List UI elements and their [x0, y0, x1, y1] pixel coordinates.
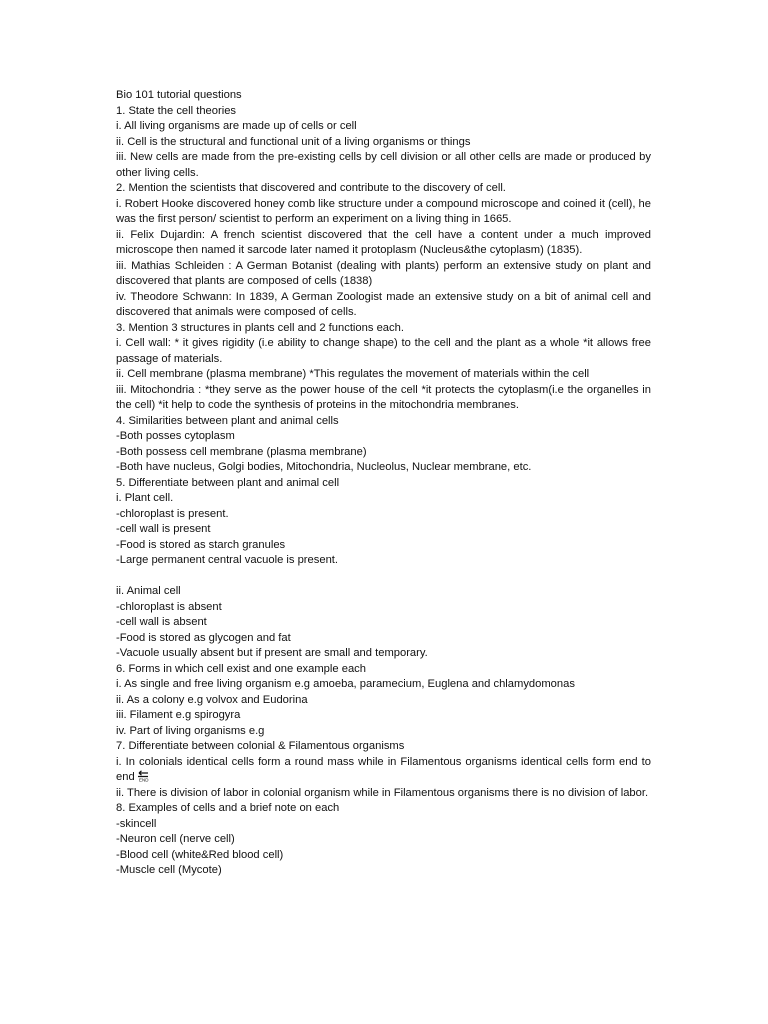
question-8-item: -Blood cell (white&Red blood cell): [116, 848, 284, 861]
question-6-item: iv. Part of living organisms e.g: [116, 724, 265, 737]
question-8-item: -Muscle cell (Mycote): [116, 864, 222, 876]
question-6-item: iii. Filament e.g spirogyra: [116, 709, 241, 721]
plant-cell-item: -Large permanent central vacuole is present.: [116, 554, 339, 566]
question-8-item: -skincell: [116, 817, 157, 830]
question-1-heading: 1. State the cell theories: [116, 104, 237, 117]
question-7-item: ii. There is division of labor in colonial organism while in Filamentous organisms there is no division of labor.: [116, 786, 649, 799]
question-2-item: iv. Theodore Schwann: In 1839, A German Zoologist made an extensive study on a bit of animal cell and discovered that animals were composed of cells.: [116, 290, 651, 318]
question-3-heading: 3. Mention 3 structures in plants cell and 2 functions each.: [116, 321, 404, 334]
question-2-item: ii. Felix Dujardin: A french scientist discovered that the cell have a content under a much improved microscope then named it sarcode later named it protoplasm (Nucleus&the cytoplasm) (1835).: [116, 228, 651, 256]
animal-cell-item: -chloroplast is absent: [116, 600, 222, 613]
question-1-item: ii. Cell is the structural and functional unit of a living organisms or things: [116, 135, 471, 148]
question-7-item-text: i. In colonials identical cells form a round mass while in Filamentous organisms identical cells form end to end: [116, 755, 651, 783]
animal-cell-item: -cell wall is absent: [116, 616, 207, 628]
question-5-heading: 5. Differentiate between plant and animal cell: [116, 476, 340, 489]
document-page: [116, 88, 651, 879]
question-4-heading: 4. Similarities between plant and animal cells: [116, 414, 339, 427]
question-1-item: iii. New cells are made from the pre-existing cells by cell division or all other cells are made or produced by other living cells.: [116, 151, 651, 179]
question-3-item: ii. Cell membrane (plasma membrane) *This regulates the movement of materials within the cell: [116, 368, 590, 380]
question-6-item: ii. As a colony e.g volvox and Eudorina: [116, 693, 308, 706]
question-8-heading: 8. Examples of cells and a brief note on each: [116, 802, 340, 814]
plant-cell-item: -chloroplast is present.: [116, 507, 229, 520]
blank-line: [116, 569, 651, 585]
question-2-item: i. Robert Hooke discovered honey comb like structure under a compound microscope and coined it (cell), he was the first person/ scientist to perform an experiment on a living thing in 1665.: [116, 197, 651, 225]
animal-cell-item: -Food is stored as glycogen and fat: [116, 631, 291, 644]
question-4-item: -Both have nucleus, Golgi bodies, Mitochondria, Nucleolus, Nuclear membrane, etc.: [116, 461, 532, 473]
animal-cell-item: -Vacuole usually absent but if present are small and temporary.: [116, 647, 428, 659]
question-1-item: i. All living organisms are made up of cells or cell: [116, 120, 357, 132]
question-6-heading: 6. Forms in which cell exist and one example each: [116, 662, 366, 675]
document-title: Bio 101 tutorial questions: [116, 89, 242, 101]
question-7-heading: 7. Differentiate between colonial & Filamentous organisms: [116, 740, 405, 752]
question-3-item: i. Cell wall: * it gives rigidity (i.e ability to change shape) to the cell and the plant as a whole *it allows free passage of materials.: [116, 337, 651, 365]
question-8-item: -Neuron cell (nerve cell): [116, 833, 235, 845]
question-2-heading: 2. Mention the scientists that discovered and contribute to the discovery of cell.: [116, 182, 506, 194]
svg-text:END: END: [138, 777, 149, 782]
plant-cell-heading: i. Plant cell.: [116, 492, 174, 504]
end-to-end-mark-icon: [136, 770, 150, 782]
question-6-item: i. As single and free living organism e.g amoeba, paramecium, Euglena and chlamydomonas: [116, 678, 575, 690]
animal-cell-heading: ii. Animal cell: [116, 585, 181, 597]
plant-cell-item: -cell wall is present: [116, 523, 211, 535]
question-2-item: iii. Mathias Schleiden : A German Botanist (dealing with plants) perform an extensive study on plant and discovered that plants are composed of cells (1838): [116, 259, 651, 287]
question-3-item: iii. Mitochondria : *they serve as the power house of the cell *it protects the cytoplasm(i.e the organelles in the cell) *it help to code the synthesis of proteins in the mitochondria membranes.: [116, 383, 651, 411]
question-7-item: [116, 755, 651, 786]
question-4-item: -Both possess cell membrane (plasma membrane): [116, 445, 367, 458]
plant-cell-item: -Food is stored as starch granules: [116, 538, 286, 551]
question-4-item: -Both posses cytoplasm: [116, 430, 235, 442]
